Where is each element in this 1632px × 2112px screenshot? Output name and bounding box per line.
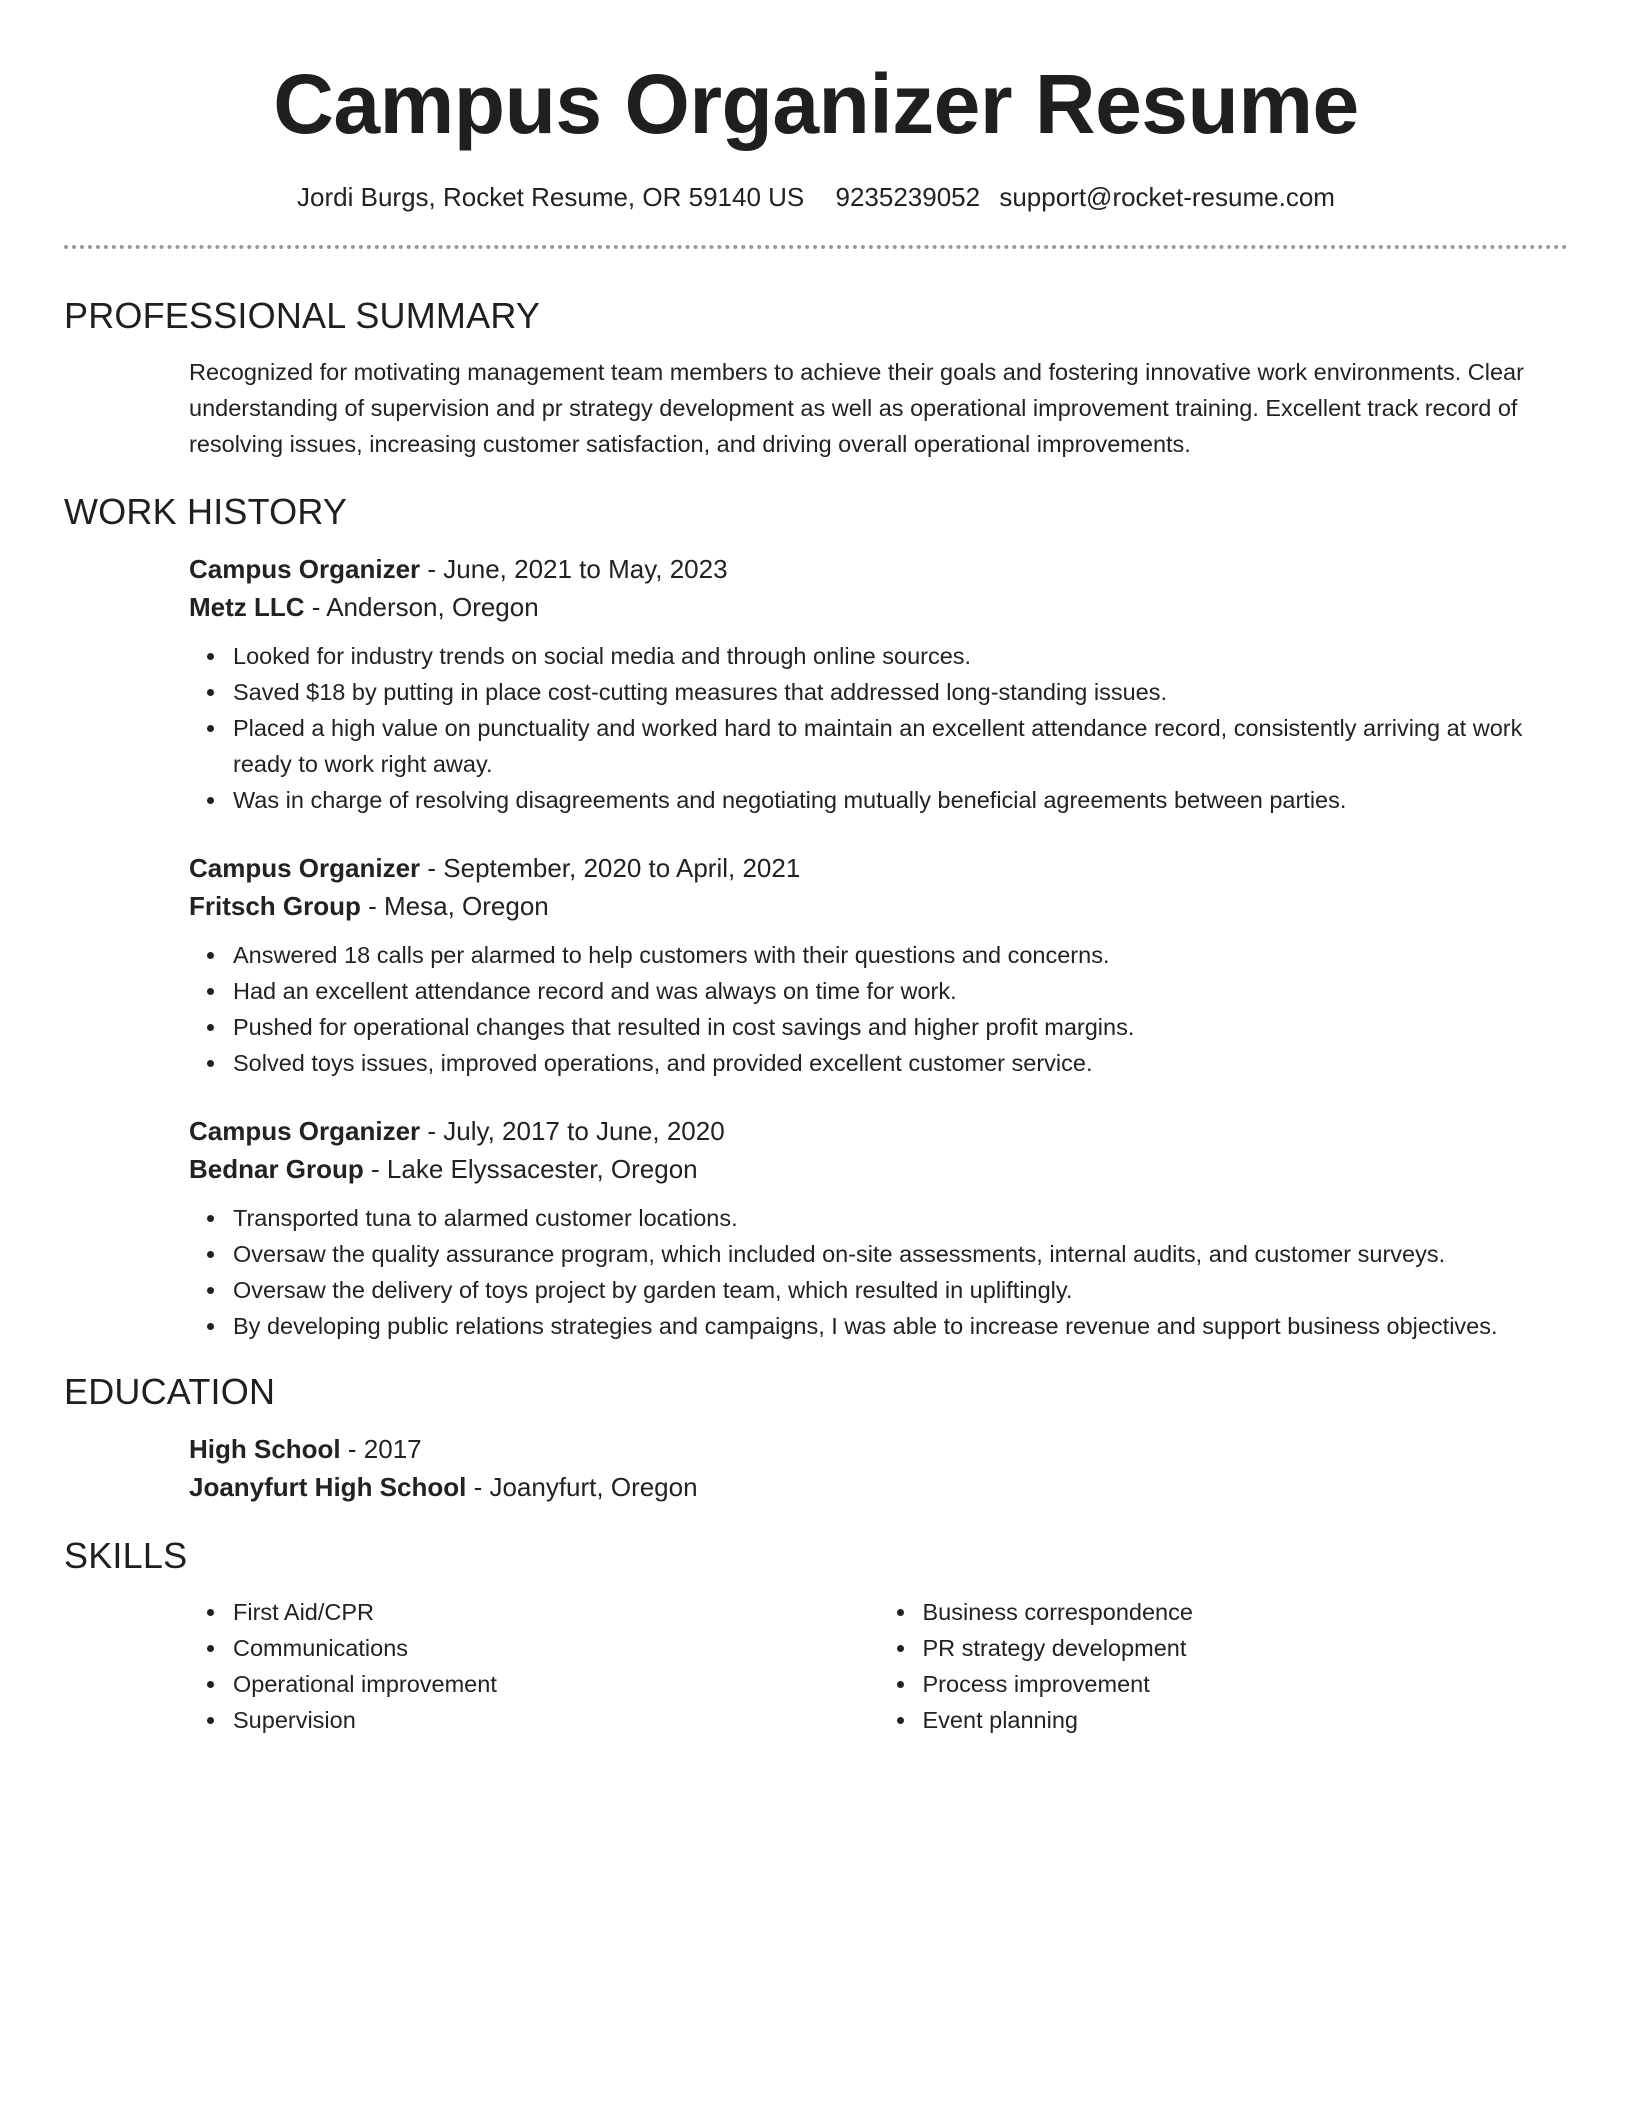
job-dates: - June, 2021 to May, 2023	[420, 554, 728, 584]
summary-text: Recognized for motivating management team members to achieve their goals and fostering innovative work environments. Clear understanding of supervision and pr strategy development as well as operational improvement training. Excellent track record of resolving issues, increasing customer satisfaction, and driving overall operational improvements.	[189, 359, 1524, 457]
summary-section	[189, 354, 1568, 462]
company-name: Fritsch Group	[189, 891, 361, 921]
degree-name: High School	[189, 1434, 341, 1464]
job-entry	[189, 550, 1568, 818]
job-title: Campus Organizer	[189, 853, 421, 883]
skill-item: Communications	[233, 1630, 879, 1666]
skills-grid	[189, 1594, 1568, 1738]
job-bullets	[189, 1200, 1568, 1344]
job-bullet: Answered 18 calls per alarmed to help customers with their questions and concerns.	[233, 937, 1568, 973]
job-bullet: By developing public relations strategies and campaigns, I was able to increase revenue and support business objectives.	[233, 1308, 1568, 1344]
school-name: Joanyfurt High School	[189, 1472, 467, 1502]
job-bullet: Saved $18 by putting in place cost-cutting measures that addressed long-standing issues.	[233, 674, 1568, 710]
work-history-heading: WORK HISTORY	[64, 491, 348, 532]
summary-heading: PROFESSIONAL SUMMARY	[64, 295, 541, 336]
job-bullet: Had an excellent attendance record and was always on time for work.	[233, 973, 1568, 1009]
degree-line	[189, 1430, 1568, 1468]
job-bullet: Transported tuna to alarmed customer locations.	[233, 1200, 1568, 1236]
job-title-line	[189, 550, 1568, 588]
job-title: Campus Organizer	[189, 1116, 421, 1146]
job-bullet: Looked for industry trends on social media and through online sources.	[233, 638, 1568, 674]
company-location: - Mesa, Oregon	[360, 891, 549, 921]
header-divider	[64, 245, 1568, 249]
contact-email: support@rocket-resume.com	[999, 182, 1335, 212]
company-line	[189, 1150, 1568, 1188]
school-line	[189, 1468, 1568, 1506]
job-bullets	[189, 638, 1568, 818]
job-entry	[189, 1112, 1568, 1344]
company-location: - Lake Elyssacester, Oregon	[363, 1154, 698, 1184]
job-dates: - July, 2017 to June, 2020	[420, 1116, 725, 1146]
skill-item: Process improvement	[923, 1666, 1569, 1702]
skills-heading: SKILLS	[64, 1535, 188, 1576]
degree-year: - 2017	[340, 1434, 422, 1464]
skill-item: Operational improvement	[233, 1666, 879, 1702]
education-section	[189, 1430, 1568, 1506]
job-dates: - September, 2020 to April, 2021	[420, 853, 801, 883]
company-line	[189, 887, 1568, 925]
contact-phone: 9235239052	[835, 182, 981, 212]
job-entry	[189, 849, 1568, 1081]
skill-item: Supervision	[233, 1702, 879, 1738]
job-title-line	[189, 1112, 1568, 1150]
resume-title: Campus Organizer Resume	[273, 57, 1359, 151]
contact-address: Jordi Burgs, Rocket Resume, OR 59140 US	[297, 182, 805, 212]
company-name: Bednar Group	[189, 1154, 364, 1184]
company-name: Metz LLC	[189, 592, 305, 622]
job-bullet: Placed a high value on punctuality and worked hard to maintain an excellent attendance record, consistently arriving at work ready to work right away.	[233, 710, 1568, 782]
job-bullet: Oversaw the quality assurance program, which included on-site assessments, internal audits, and customer surveys.	[233, 1236, 1568, 1272]
skill-item: PR strategy development	[923, 1630, 1569, 1666]
skill-item: First Aid/CPR	[233, 1594, 879, 1630]
job-bullet: Pushed for operational changes that resulted in cost savings and higher profit margins.	[233, 1009, 1568, 1045]
work-history-section	[189, 550, 1568, 1344]
job-bullets	[189, 937, 1568, 1081]
skills-list-left	[189, 1594, 879, 1738]
school-location: - Joanyfurt, Oregon	[466, 1472, 698, 1502]
job-bullet: Was in charge of resolving disagreements and negotiating mutually beneficial agreements between parties.	[233, 782, 1568, 818]
company-location: - Anderson, Oregon	[304, 592, 539, 622]
job-title-line	[189, 849, 1568, 887]
skills-section	[189, 1594, 1568, 1738]
education-heading: EDUCATION	[64, 1371, 276, 1412]
skills-list-right	[879, 1594, 1569, 1738]
job-bullet: Oversaw the delivery of toys project by garden team, which resulted in upliftingly.	[233, 1272, 1568, 1308]
job-title: Campus Organizer	[189, 554, 421, 584]
skill-item: Event planning	[923, 1702, 1569, 1738]
company-line	[189, 588, 1568, 626]
skill-item: Business correspondence	[923, 1594, 1569, 1630]
job-bullet: Solved toys issues, improved operations, and provided excellent customer service.	[233, 1045, 1568, 1081]
contact-line	[64, 184, 1568, 210]
